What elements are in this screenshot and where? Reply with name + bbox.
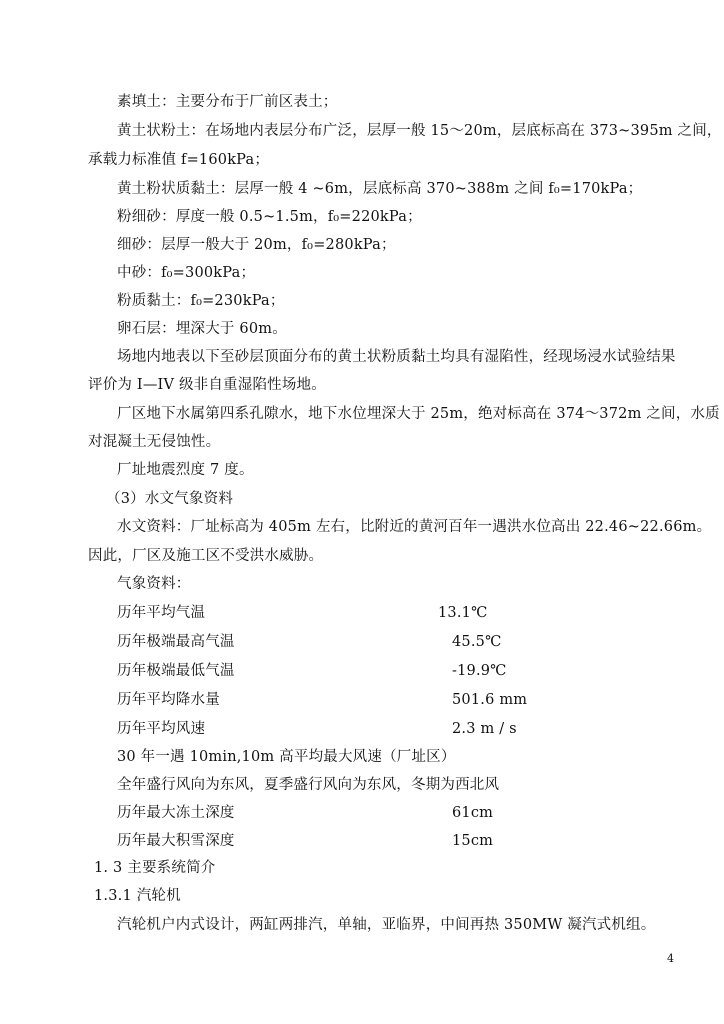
text-line: 水文资料：厂址标高为 405m 左右，比附近的黄河百年一遇洪水位高出 22.46~22.66m。 <box>117 519 712 535</box>
text-line: 场地内地表以下至砂层顶面分布的黄土状粉质黏土均具有湿陷性，经现场浸水试验结果 <box>117 349 676 365</box>
section-heading: （3）水文气象资料 <box>106 491 234 507</box>
text-line: 因此，厂区及施工区不受洪水威胁。 <box>88 548 324 564</box>
text-line: 粉细砂：厚度一般 0.5~1.5m，f₀=220kPa； <box>117 209 422 225</box>
text-line: 中砂：f₀=300kPa； <box>117 265 256 281</box>
weather-value: -19.9℃ <box>452 663 507 679</box>
text-line: 细砂：层厚一般大于 20m，f₀=280kPa； <box>117 237 396 253</box>
weather-value: 45.5℃ <box>452 634 502 650</box>
weather-label: 历年平均风速 <box>117 721 206 737</box>
text-line: 黄土粉状质黏土：层厚一般 4 ~6m，层底标高 370~388m 之间 f₀=170kPa； <box>117 181 643 197</box>
text-line: 汽轮机户内式设计，两缸两排汽，单轴，亚临界，中间再热 350MW 凝汽式机组。 <box>117 917 656 933</box>
snow-value: 61cm <box>452 805 494 821</box>
text-line: 厂址地震烈度 7 度。 <box>117 462 254 478</box>
text-line: 气象资料： <box>117 576 191 592</box>
text-line: 厂区地下水属第四系孔隙水，地下水位埋深大于 25m，绝对标高在 374～372m 之间，水质 <box>117 406 720 422</box>
text-line: 全年盛行风向为东风，夏季盛行风向为东风，冬期为西北风 <box>117 777 500 793</box>
snow-label: 历年最大冻土深度 <box>117 805 235 821</box>
subsection-heading: 1.3.1 汽轮机 <box>94 888 181 904</box>
text-line: 粉质黏土：f₀=230kPa； <box>117 293 285 309</box>
text-line: 卵石层：埋深大于 60m。 <box>117 321 287 337</box>
snow-label: 历年最大积雪深度 <box>117 833 235 849</box>
text-line: 黄土状粉土：在场地内表层分布广泛，层厚一般 15～20m，层底标高在 373~395m 之间， <box>117 123 722 139</box>
weather-label: 历年平均气温 <box>117 605 206 621</box>
text-line: 对混凝土无侵蚀性。 <box>88 434 221 450</box>
snow-value: 15cm <box>452 833 494 849</box>
page-number: 4 <box>667 952 674 965</box>
text-line: 30 年一遇 10min,10m 高平均最大风速（厂址区） <box>117 749 456 765</box>
text-line: 评价为 I—IV 级非自重湿陷性场地。 <box>88 377 326 393</box>
weather-value: 2.3 m / s <box>452 721 517 737</box>
weather-label: 历年极端最低气温 <box>117 663 235 679</box>
weather-value: 501.6 mm <box>452 692 528 708</box>
weather-label: 历年平均降水量 <box>117 692 220 708</box>
weather-label: 历年极端最高气温 <box>117 634 235 650</box>
text-line: 承载力标准值 f=160kPa； <box>88 152 270 168</box>
section-heading: 1. 3 主要系统简介 <box>94 860 216 876</box>
weather-value: 13.1℃ <box>438 605 488 621</box>
text-line: 素填土：主要分布于厂前区表土； <box>117 94 338 110</box>
